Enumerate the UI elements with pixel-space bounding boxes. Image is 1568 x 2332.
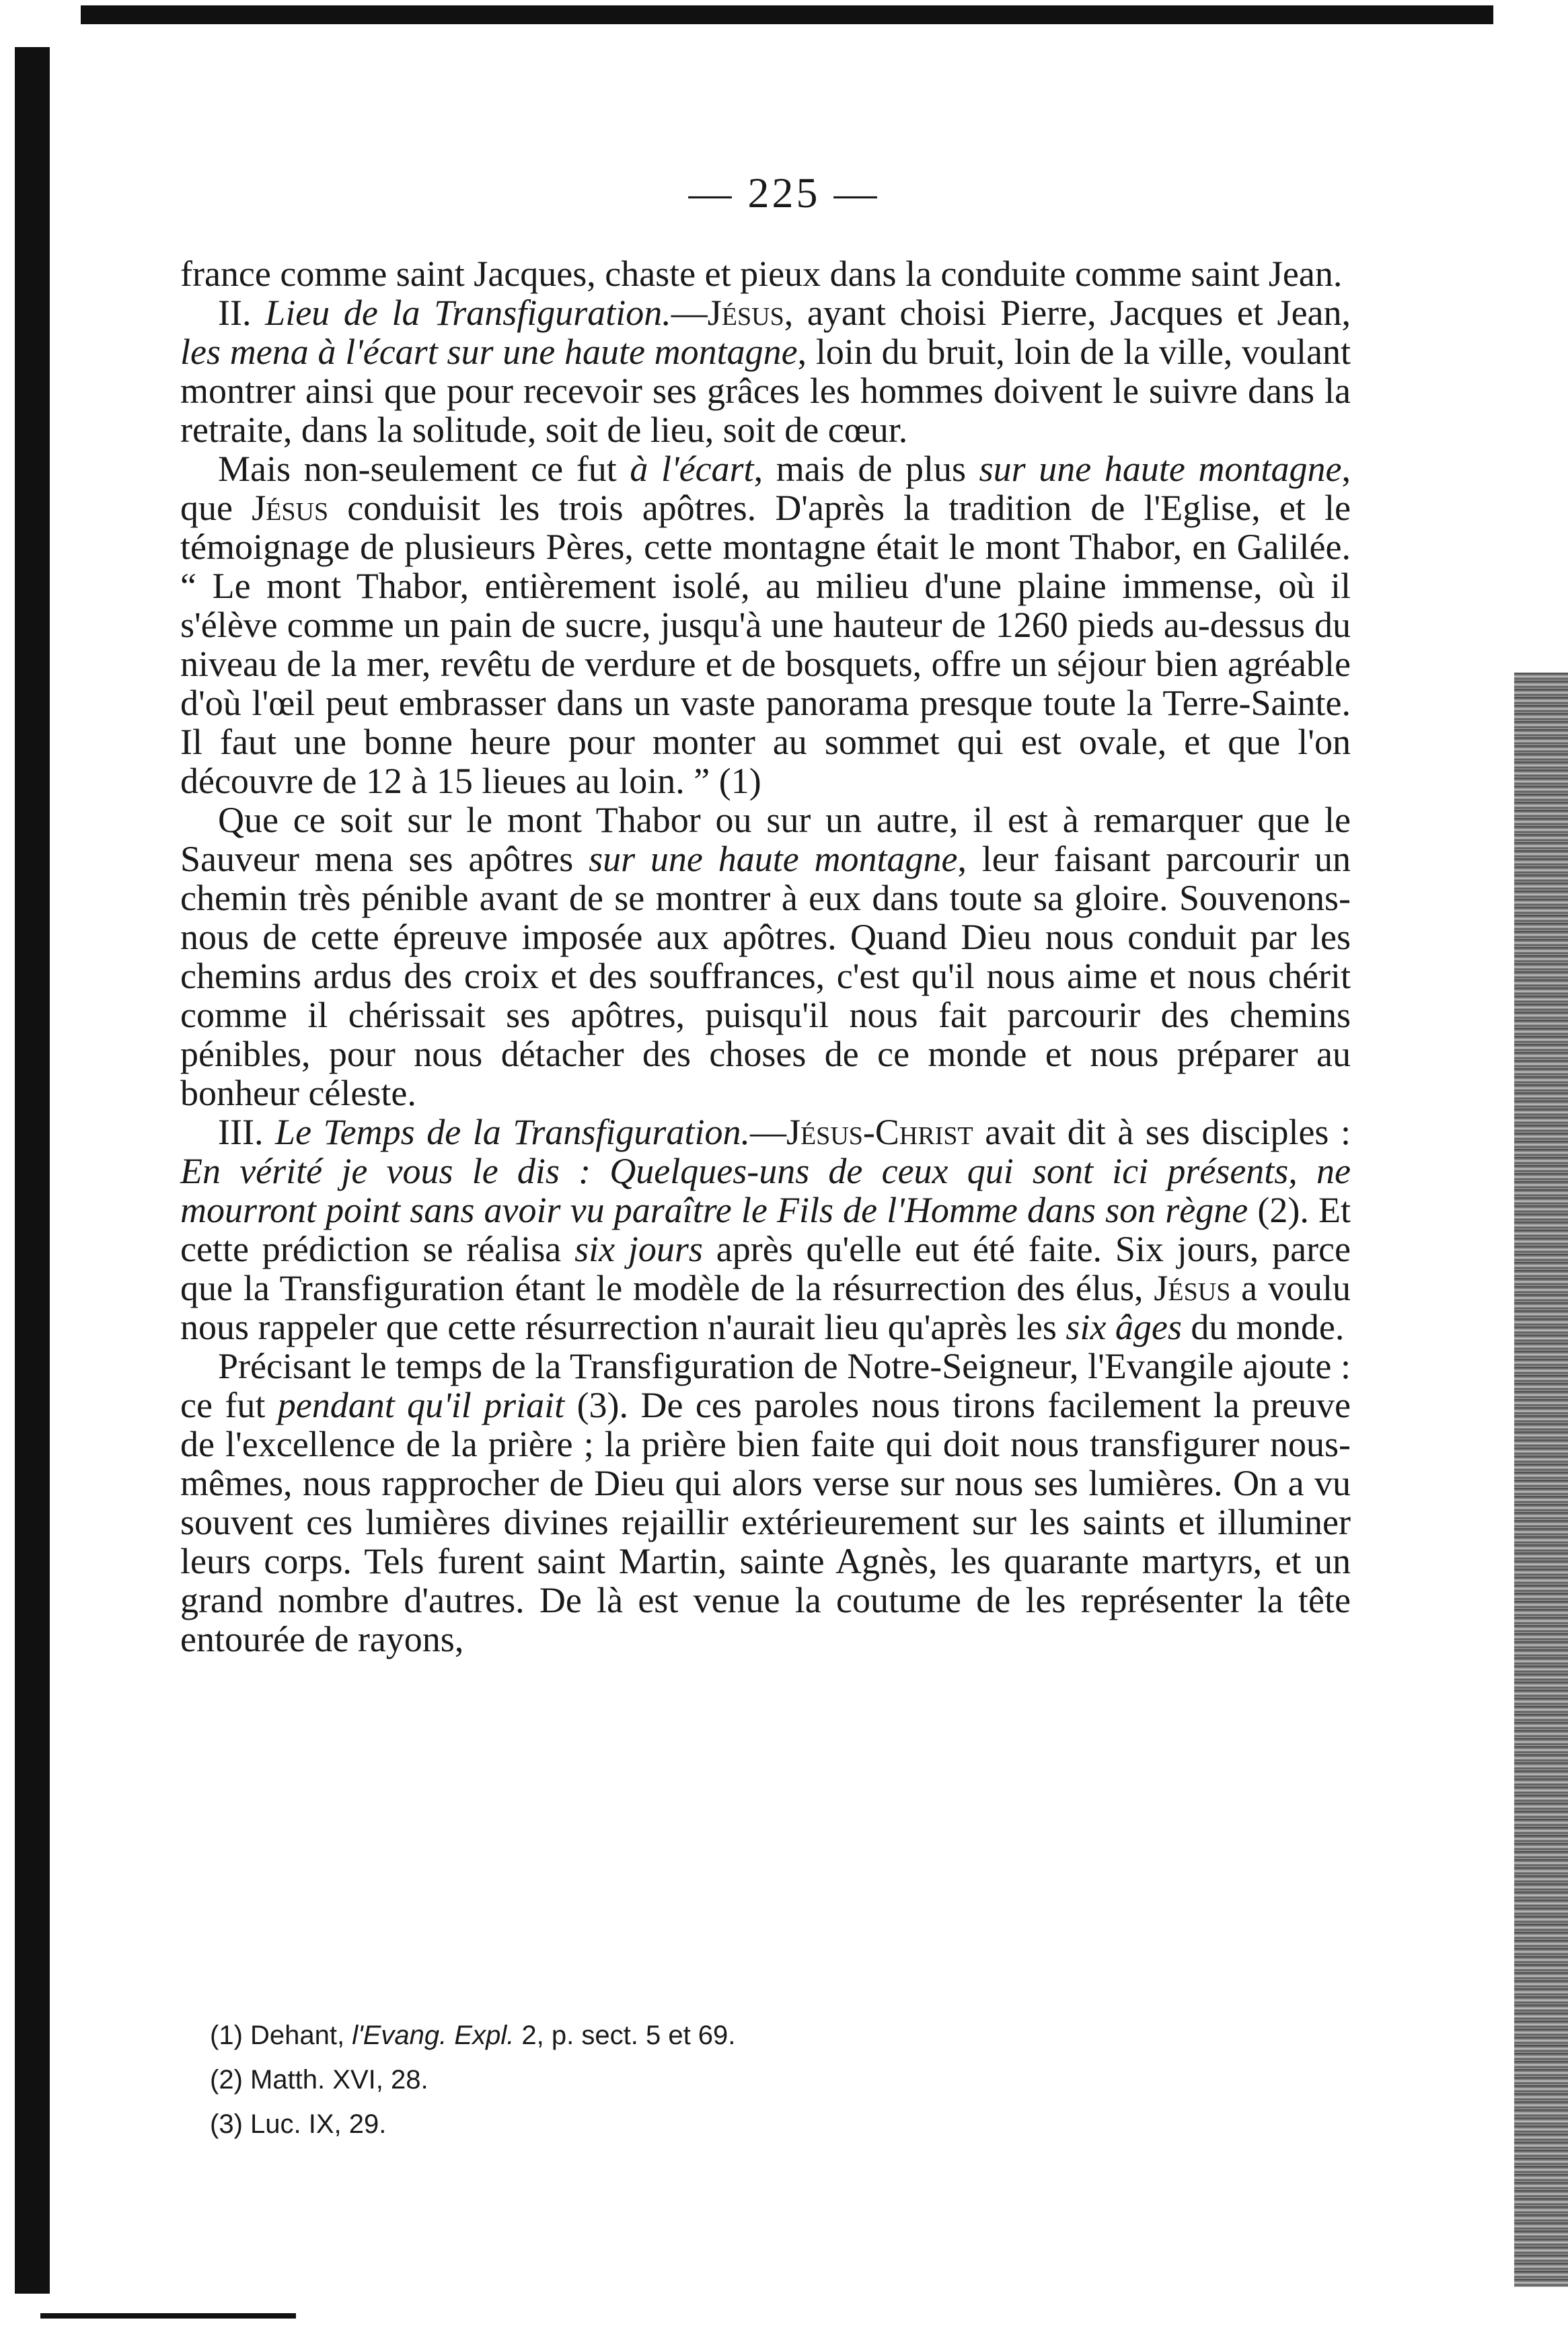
page-body [180,254,1351,1659]
paragraph-continuation: france comme saint Jacques, chaste et pieux dans la conduite comme saint Jean. [180,254,1343,294]
paragraph-mont-thabor: Mais non-seulement ce fut à l'écart, mais de plus sur une haute montagne, que Jésus conduisit les trois apôtres. D'après la tradition de l'Eglise, et le témoignage de plusieurs Pères, cette montagne était le mont Thabor, en Galilée. “ Le mont Thabor, entièrement isolé, au milieu d'une plaine immense, où il s'élève comme un pain de sucre, jusqu'à une hauteur de 1260 pieds au-dessus du niveau de la mer, revêtu de verdure et de bosquets, offre un séjour bien agréable d'où l'œil peut embrasser dans un vaste panorama presque toute la Terre-Sainte. Il faut une bonne heure pour monter au sommet qui est ovale, et que l'on découvre de 12 à 15 lieues au loin. ” (1) [180,449,1351,801]
footnote-3: (3) Luc. IX, 29. [210,2109,387,2139]
footnotes [210,2017,1219,2150]
section-number: III. [218,1112,276,1152]
scan-top-border [81,5,1493,24]
paragraph-lieu-transfiguration: II. Lieu de la Transfiguration.—Jésus, ayant choisi Pierre, Jacques et Jean, les mena à l'écart sur une haute montagne, loin du bruit, loin de la ville, voulant montrer ainsi que pour recevoir ses grâces les hommes doivent le suivre dans la retraite, dans la solitude, soit de lieu, soit de cœur. [180,293,1351,450]
section-heading: Le Temps de la Transfiguration. [275,1112,750,1152]
section-number: II. [218,293,266,333]
scan-left-border [15,47,50,2294]
scan-bottom-border [40,2313,296,2319]
paragraph-haute-montagne: Que ce soit sur le mont Thabor ou sur un autre, il est à remarquer que le Sauveur mena ses apôtres sur une haute montagne, leur faisant parcourir un chemin très pénible avant de se montrer à eux dans toute sa gloire. Souvenons-nous de cette épreuve imposée aux apôtres. Quand Dieu nous conduit par les chemins ardus des croix et des souffrances, c'est qu'il nous aime et nous chérit comme il chérissait ses apôtres, puisqu'il nous fait parcourir des chemins pénibles, pour nous détacher des choses de ce monde et nous préparer au bonheur céleste. [180,800,1351,1113]
section-heading: Lieu de la Transfiguration. [265,293,671,333]
name-jesus: Jésus [707,293,784,333]
name-jesus: Jésus [1154,1268,1231,1308]
paragraph-temps-transfiguration: III. Le Temps de la Transfiguration.—Jésus-Christ avait dit à ses disciples : En vérité je vous le dis : Quelques-uns de ceux qui sont ici présents, ne mourront point sans avoir vu paraître le Fils de l'Homme dans son règne (2). Et cette prédiction se réalisa six jours après qu'elle eut été faite. Six jours, parce que la Transfiguration étant le modèle de la résurrection des élus, Jésus a voulu nous rappeler que cette résurrection n'aurait lieu qu'après les six âges du monde. [180,1112,1351,1347]
footnote-1: (1) Dehant, l'Evang. Expl. 2, p. sect. 5 et 69. [210,2021,736,2050]
name-jesus: Jésus [252,488,329,528]
name-jesus-christ: Jésus-Christ [786,1112,973,1152]
paragraph-priere: Précisant le temps de la Transfiguration de Notre-Seigneur, l'Evangile ajoute : ce fut pendant qu'il priait (3). De ces paroles nous tirons facilement la preuve de l'excellence de la prière ; la prière bien faite qui doit nous transfigurer nous-mêmes, nous rapprocher de Dieu qui alors verse sur nous ses lumières. On a vu souvent ces lumières divines rejaillir extérieurement sur les saints et illuminer leurs corps. Tels furent saint Martin, sainte Agnès, les quarante martyrs, et un grand nombre d'autres. De là est venue la coutume de les représenter la tête entourée de rayons, [180,1346,1351,1659]
footnote-2: (2) Matth. XVI, 28. [210,2065,428,2095]
scan-right-edge [1514,673,1568,2287]
page-number: — 225 — [688,169,880,217]
